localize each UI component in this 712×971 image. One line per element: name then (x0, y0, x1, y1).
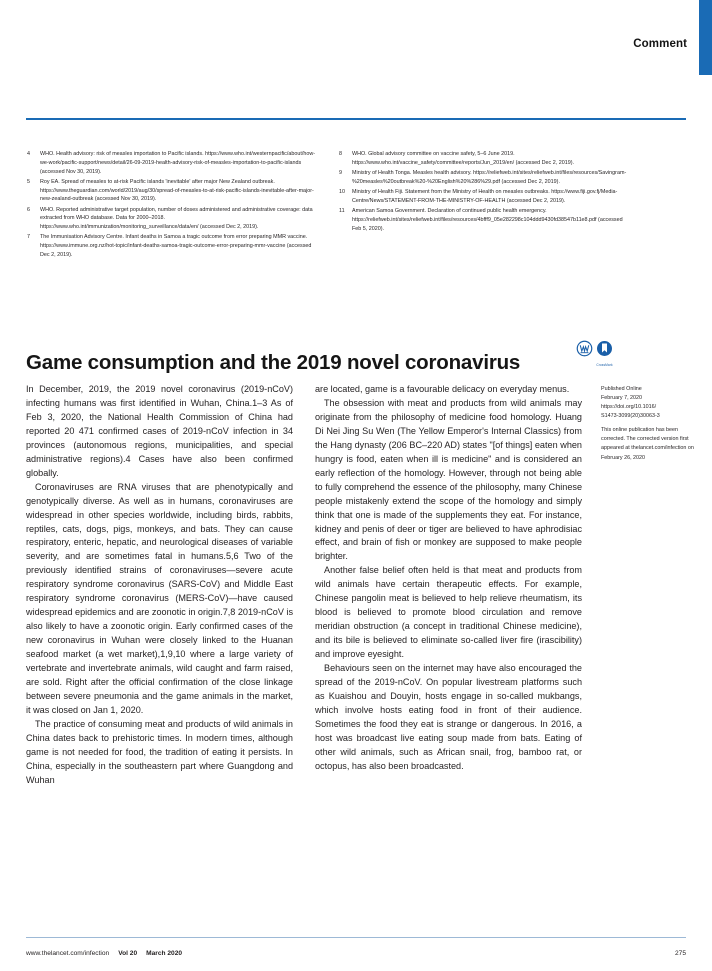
published-online-label: Published Online (601, 386, 642, 392)
header-divider-rule (26, 118, 686, 120)
article-body (26, 383, 582, 788)
header-accent-tab (699, 0, 712, 75)
reference-text: Roy EA. Spread of measles to at-risk Pacific islands 'inevitable' after major New Zealand outbreak. https://www.theguardian.com/world/2019/aug/30/spread-of-measles-to-at-risk-pacific-islands-inevitable-after-major-new-zealand-outbreak (accessed Nov 30, 2019). (40, 178, 314, 203)
volume-label: Vol 20 (118, 950, 138, 957)
crossmark-label: CrossMark (596, 362, 613, 367)
reference-number: 8 (339, 151, 342, 157)
doi-link-line1[interactable]: https://doi.org/10.1016/ (601, 404, 657, 411)
reference-number: 10 (339, 189, 345, 195)
crossmark-icon[interactable] (596, 340, 613, 357)
references-list (26, 150, 686, 261)
publication-info-block (601, 385, 701, 421)
reference-number: 7 (27, 234, 30, 241)
reference-item (338, 150, 628, 168)
page-header (0, 0, 712, 118)
reference-item (338, 169, 628, 187)
body-paragraph: Another false belief often held is that meat and products from wild animals have certain therapeutic effects. For example, Chinese pangolin meat is believed to help relieve rheumatism, its blood is believed to promote blood circulation and remove meridian obstruction (a concept in traditional Chinese medicine), and its bile is believed to eliminate so-called liver fire (irascibility) and improve eyesight. (315, 565, 582, 660)
reference-text: Ministry of Health Fiji. Statement from the Ministry of Health on measles outbreaks. https://www.fiji.gov.fj/Media-Centre/News/STATEMENT-FROM-THE-MINISTRY-OF-HEALTH (accessed Dec 2, 2019). (352, 189, 618, 204)
reference-item (26, 178, 316, 204)
references-column-left (26, 150, 316, 261)
footer-divider-rule (26, 937, 686, 938)
reference-text: WHO. Reported administrative target population, number of doses administered and administrative coverage: data extracted from WHO database. Data for 2000–2018. https://www.who.int/immunization/monitoring_surveillance/data/en/ (accessed Dec 2, 2019). (40, 206, 313, 230)
page-number: 275 (674, 950, 686, 957)
correction-notice: This online publication has been corrected. The corrected version first appeared at thelancet.com/infection on February 26, 2020 (601, 427, 694, 461)
reference-text: The Immunisation Advisory Centre. Infant deaths in Samoa a tragic outcome from error preparing MMR vaccine. https://www.immune.org.nz/hot-topic/infant-deaths-samoa-tragic-outcome-error-preparing-mmr-vaccine (accessed Dec 2, 2019). (40, 234, 312, 258)
w-circle-icon (576, 340, 593, 357)
reference-text: Ministry of Health Tonga. Measles health advisory. https://reliefweb.int/sites/reliefweb.int/files/resources/Savingram-%20measles%20outbreak%20-%20English%20%286%29.pdf (accessed Dec 2, 2019). (352, 170, 627, 185)
published-date: February 7, 2020 (601, 395, 643, 402)
reference-text: American Samoa Government. Declaration of continued public health emergency. https://reliefweb.int/sites/reliefweb.int/files/resources/4bfff9_05e282298c104ddd9430fd38547b11e8.pdf (accessed Feb 5, 2020). (352, 208, 623, 232)
article-title: Game consumption and the 2019 novel coronavirus (26, 350, 521, 374)
reference-text: WHO. Global advisory committee on vaccine safety, 5–6 June 2019. https://www.who.int/vaccine_safety/committee/reports/Jun_2019/en/ (accessed Dec 2, 2019). (352, 151, 575, 166)
page-footer (26, 950, 686, 957)
body-paragraph: The practice of consuming meat and products of wild animals in China dates back to prehistoric times. In modern times, although game is not needed for food, the tradition of eating it persists. In China, especially in the southeastern part where Guangdong and Wuhan (26, 718, 293, 785)
reference-text: WHO. Health advisory: risk of measles importation to Pacific islands. https://www.who.int/westernpacific/about/how-we-work/pacific-support/news/detail/26-09-2019-health-advisory-risk-of-measles-importation-to-pacific-islands (accessed Nov 30, 2019). (40, 151, 316, 175)
reference-number: 6 (27, 206, 30, 213)
issue-date: March 2020 (146, 950, 183, 957)
reference-item (26, 233, 316, 259)
body-column-left (26, 383, 293, 788)
body-column-right (315, 383, 582, 788)
reference-number: 4 (27, 151, 30, 157)
reference-item (338, 188, 628, 206)
body-paragraph: Behaviours seen on the internet may have also encouraged the spread of the 2019-nCoV. On popular livestream platforms such as Kuaishou and Douyin, hosts engage in so-called mukbangs, which involve hosts eating food in front of their audience. Sometimes the food they eat is strange or dangerous. In 2016, a host was broadcast live eating soup made from bats. Eating of other wild animals, such as African snail, frog, bamboo rat, or octopus, has also been broadcasted. (315, 663, 582, 771)
body-paragraph: are located, game is a favourable delicacy on everyday menus. (315, 384, 570, 394)
references-column-right (338, 150, 628, 261)
crossmark-logo-wrap[interactable] (596, 340, 613, 367)
reference-number: 11 (339, 208, 345, 214)
reference-item (26, 150, 316, 176)
body-paragraph: In December, 2019, the 2019 novel coronavirus (2019-nCoV) infecting humans was first identified in Wuhan, China.1–3 As of Feb 3, 2020, the National Health Commission of China had reported 20 471 confirmed cases of 2019-nCoV infection in 34 provinces (autonomous regions, municipalities, and special administrative regions).4 Cases have also been confirmed globally. (26, 384, 293, 478)
wellcome-w-logo-wrap (576, 340, 593, 362)
logo-group (576, 340, 613, 367)
margin-note (601, 385, 701, 468)
reference-item (26, 206, 316, 232)
doi-link-line2[interactable]: S1473-3099(20)30063-3 (601, 413, 660, 420)
section-title: Comment (633, 38, 687, 50)
reference-number: 9 (339, 170, 342, 176)
journal-url[interactable]: www.thelancet.com/infection (26, 950, 110, 957)
reference-number: 5 (27, 178, 30, 185)
reference-item (338, 207, 628, 233)
footer-left-group (26, 950, 182, 957)
body-paragraph: The obsession with meat and products from wild animals may originate from the philosophy of medicine food homology. Huang Di Nei Jing Su Wen (The Yellow Emperor's Internal Classics) from the Hang dynasty (206 BC–220 AD) states "[of things] eaten when hungry is food, eaten when ill is medicine" and is considered an early reflection of the homology. However, through not being able to fully comprehend the essence of the philosophy, many Chinese people mistakenly extend the scope of the homology and simply think that one is made of the supplements they eat. For instance, kidney and penis of deer or tiger are believed to have aphrodisiac effect, and brain of fish or monkey are supposed to make people brighter. (315, 397, 582, 562)
body-paragraph: Coronaviruses are RNA viruses that are phenotypically and genotypically diverse. As well as in humans, coronaviruses are widespread in other species worldwide, including birds, rabbits, reptiles, cats, dogs, pigs, monkeys, and bats. They can cause respiratory, enteric, hepatic, and neurological diseases of variable severity, and are sometimes fatal in humans.5,6 Two of the previously identified strains of coronaviruses—severe acute respiratory syndrome coronavirus (SARS-CoV) and Middle East respiratory syndrome coronavirus (MERS-CoV)—have caused widespread epidemics and are zoonotic in origin.7,8 2019-nCoV is also likely to have a zoonotic origin. Early confirmed cases of the new coronavirus in Wuhan were closely linked to the Huanan seafood market (a wet market),1,9,10 where a large variety of vertebrate and invertebrate animals, wild caught and farm raised, are sold. Right after the official confirmation of the close linkage between severe pneumonia and the game animals in the market, it was closed on Jan 1, 2020. (26, 481, 293, 715)
